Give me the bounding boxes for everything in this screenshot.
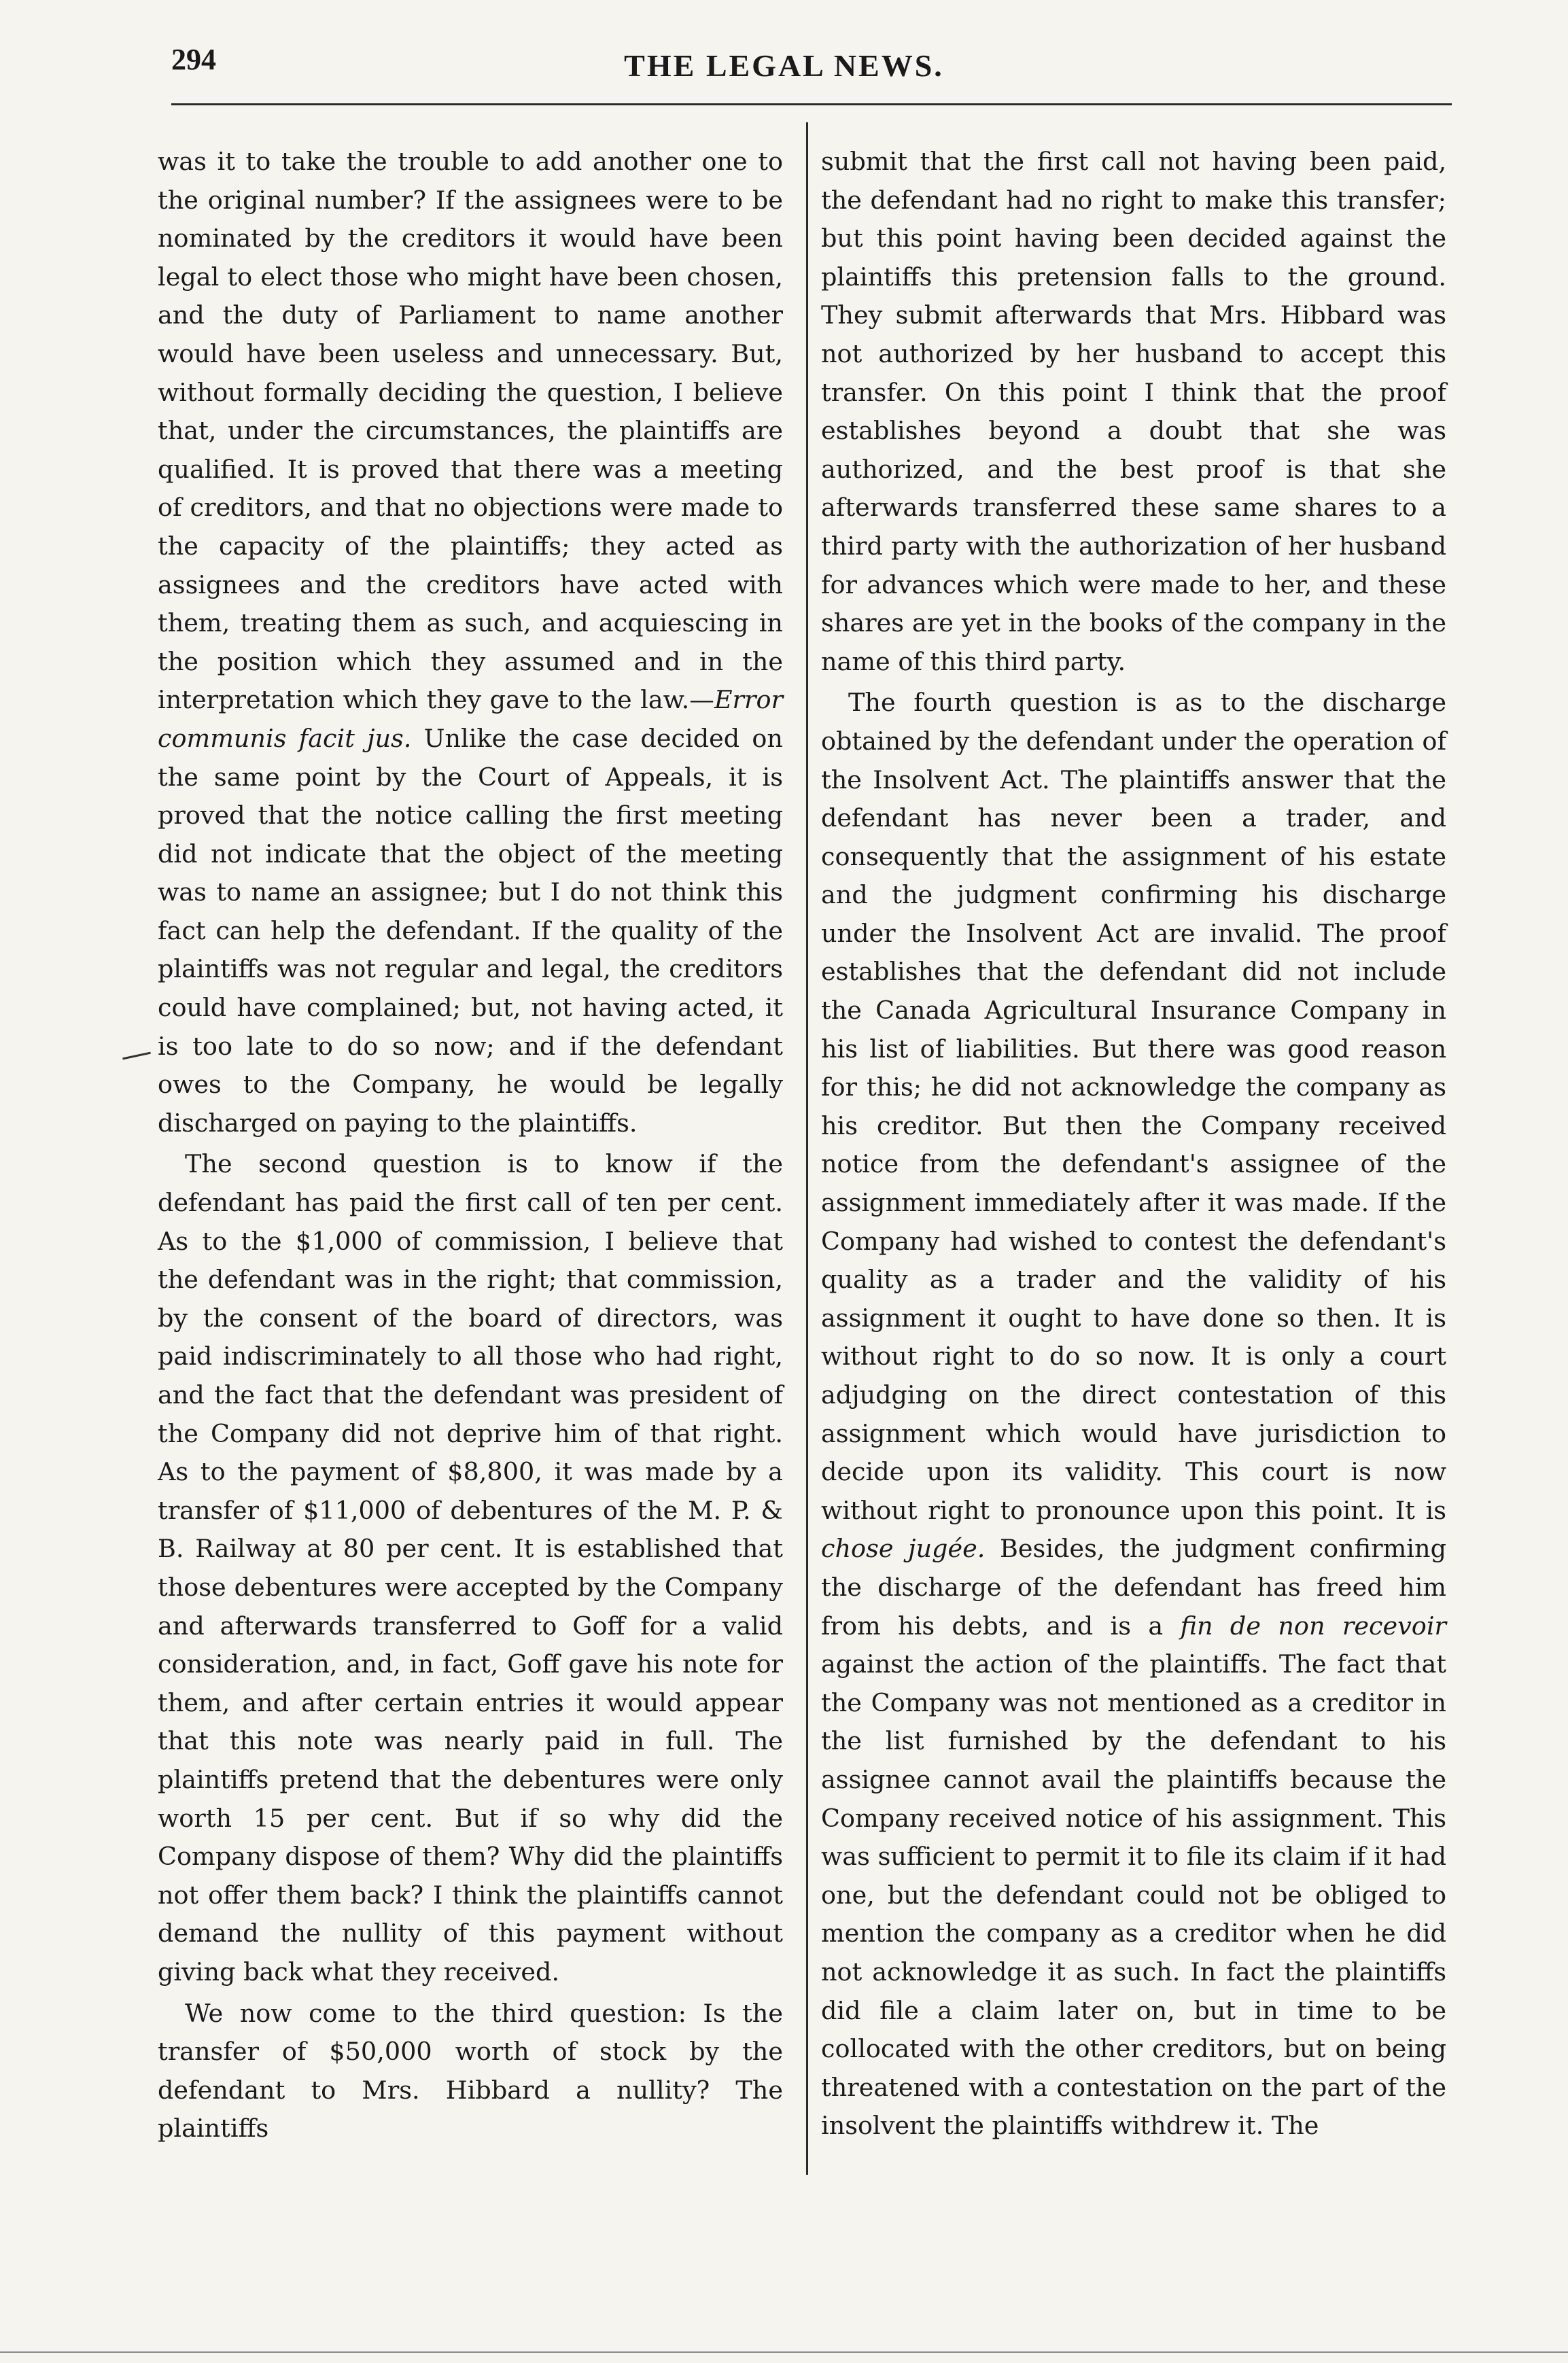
page-number: 294 (171, 43, 216, 76)
paragraph (158, 1145, 783, 1991)
right-column (821, 143, 1446, 2146)
paragraph-text: The fourth question is as to the discharge obtained by the defendant under the operation of the Insolvent Act. The plaintiffs answer that the defendant has never been a trader, and consequently that the assignment of his estate and the judgment confirming his discharge under the Insolvent Act are invalid. The proof establishes that the defendant did not include the Canada Agricultural Insurance Company in his list of liabilities. But there was good reason for this; he did not acknowledge the company as his creditor. But then the Company received notice from the defendant's assignee of the assignment immediately after it was made. If the Company had wished to contest the defendant's quality as a trader and the validity of his assignment it ought to have done so then. It is without right to do so now. It is only a court adjudging on the direct contestation of this assignment which would have jurisdiction to decide upon its validity. This court is now without right to pronounce upon this point. It is (821, 688, 1446, 1525)
footer-rule (0, 2351, 1568, 2353)
paragraph (158, 143, 783, 1142)
paragraph-text: We now come to the third question: Is the transfer of $50,000 worth of stock by the defendant to Mrs. Hibbard a nullity? The plaintiffs (158, 1998, 783, 2143)
paragraph (821, 684, 1446, 2146)
paragraph-text: Unlike the case decided on the same point by the Court of Appeals, it is proved that the notice calling the first meeting did not indicate that the object of the meeting was to name an assignee; but I do not think this fact can help the defendant. If the quality of the plaintiffs was not regular and legal, the creditors could have complained; but, not having acted, it is too late to do so now; and if the defendant owes to the Company, he would be legally discharged on paying to the plaintiffs. (158, 723, 783, 1138)
paragraph-text: was it to take the trouble to add another one to the original number? If the assignees were to be nominated by the creditors it would have been legal to elect those who might have been chosen, and the duty of Parliament to name another would have been useless and unnecessary. But, without formally deciding the question, I believe that, under the circumstances, the plaintiffs are qualified. It is proved that there was a meeting of creditors, and that no objections were made to the capacity of the plaintiffs; they acted as assignees and the creditors have acted with them, treating them as such, and acquiescing in the position which they assumed and in the interpretation which they gave to the law.— (158, 147, 783, 715)
paragraph-text: submit that the first call not having been paid, the defendant had no right to make this transfer; but this point having been decided against the plaintiffs this pretension falls to the ground. They submit afterwards that Mrs. Hibbard was not authorized by her husband to accept this transfer. On this point I think that the proof establishes beyond a doubt that she was authorized, and the best proof is that she afterwards transferred these same shares to a third party with the authorization of her husband for advances which were made to her, and these shares are yet in the books of the company in the name of this third party. (821, 147, 1446, 676)
legal-term: fin de non recevoir (1180, 1611, 1447, 1641)
legal-term: chose jugée. (821, 1534, 986, 1564)
paragraph-text: The second question is to know if the defendant has paid the first call of ten per cent. As to the $1,000 of commission, I believe that the defendant was in the right; that commission, by the consent of the board of directors, was paid indiscriminately to all those who had right, and the fact that the defendant was president of the Company did not deprive him of that right. As to the payment of $8,800, it was made by a transfer of $11,000 of debentures of the M. P. & B. Railway at 80 per cent. It is established that those debentures were accepted by the Company and afterwards transferred to Goff for a valid consideration, and, in fact, Goff gave his note for them, and after certain entries it would appear that this note was nearly paid in full. The plaintiffs pretend that the debentures were only worth 15 per cent. But if so why did the Company dispose of them? Why did the plaintiffs not offer them back? I think the plaintiffs cannot demand the nullity of this payment without giving back what they received. (158, 1149, 783, 1986)
margin-mark (122, 1052, 151, 1060)
left-column (158, 143, 783, 2148)
header-rule (171, 103, 1452, 105)
paragraph (158, 1995, 783, 2148)
paragraph (821, 143, 1446, 681)
paragraph-text: against the action of the plaintiffs. The fact that the Company was not mentioned as a creditor in the list furnished by the defendant to his assignee cannot avail the plaintiffs because the Company received notice of his assignment. This was sufficient to permit it to file its claim if it had one, but the defendant could not be obliged to mention the company as a creditor when he did not acknowledge it as such. In fact the plaintiffs did file a claim later on, but in time to be collocated with the other creditors, but on being threatened with a contestation on the part of the insolvent the plaintiffs withdrew it. The (821, 1649, 1446, 2141)
column-divider (806, 122, 808, 2175)
latin-maxim: Error communis facit jus. (158, 685, 783, 753)
paragraph-text: Besides, the judgment confirming the discharge of the defendant has freed him from his debts, and is a (821, 1534, 1446, 1641)
running-title: THE LEGAL NEWS. (624, 48, 944, 83)
